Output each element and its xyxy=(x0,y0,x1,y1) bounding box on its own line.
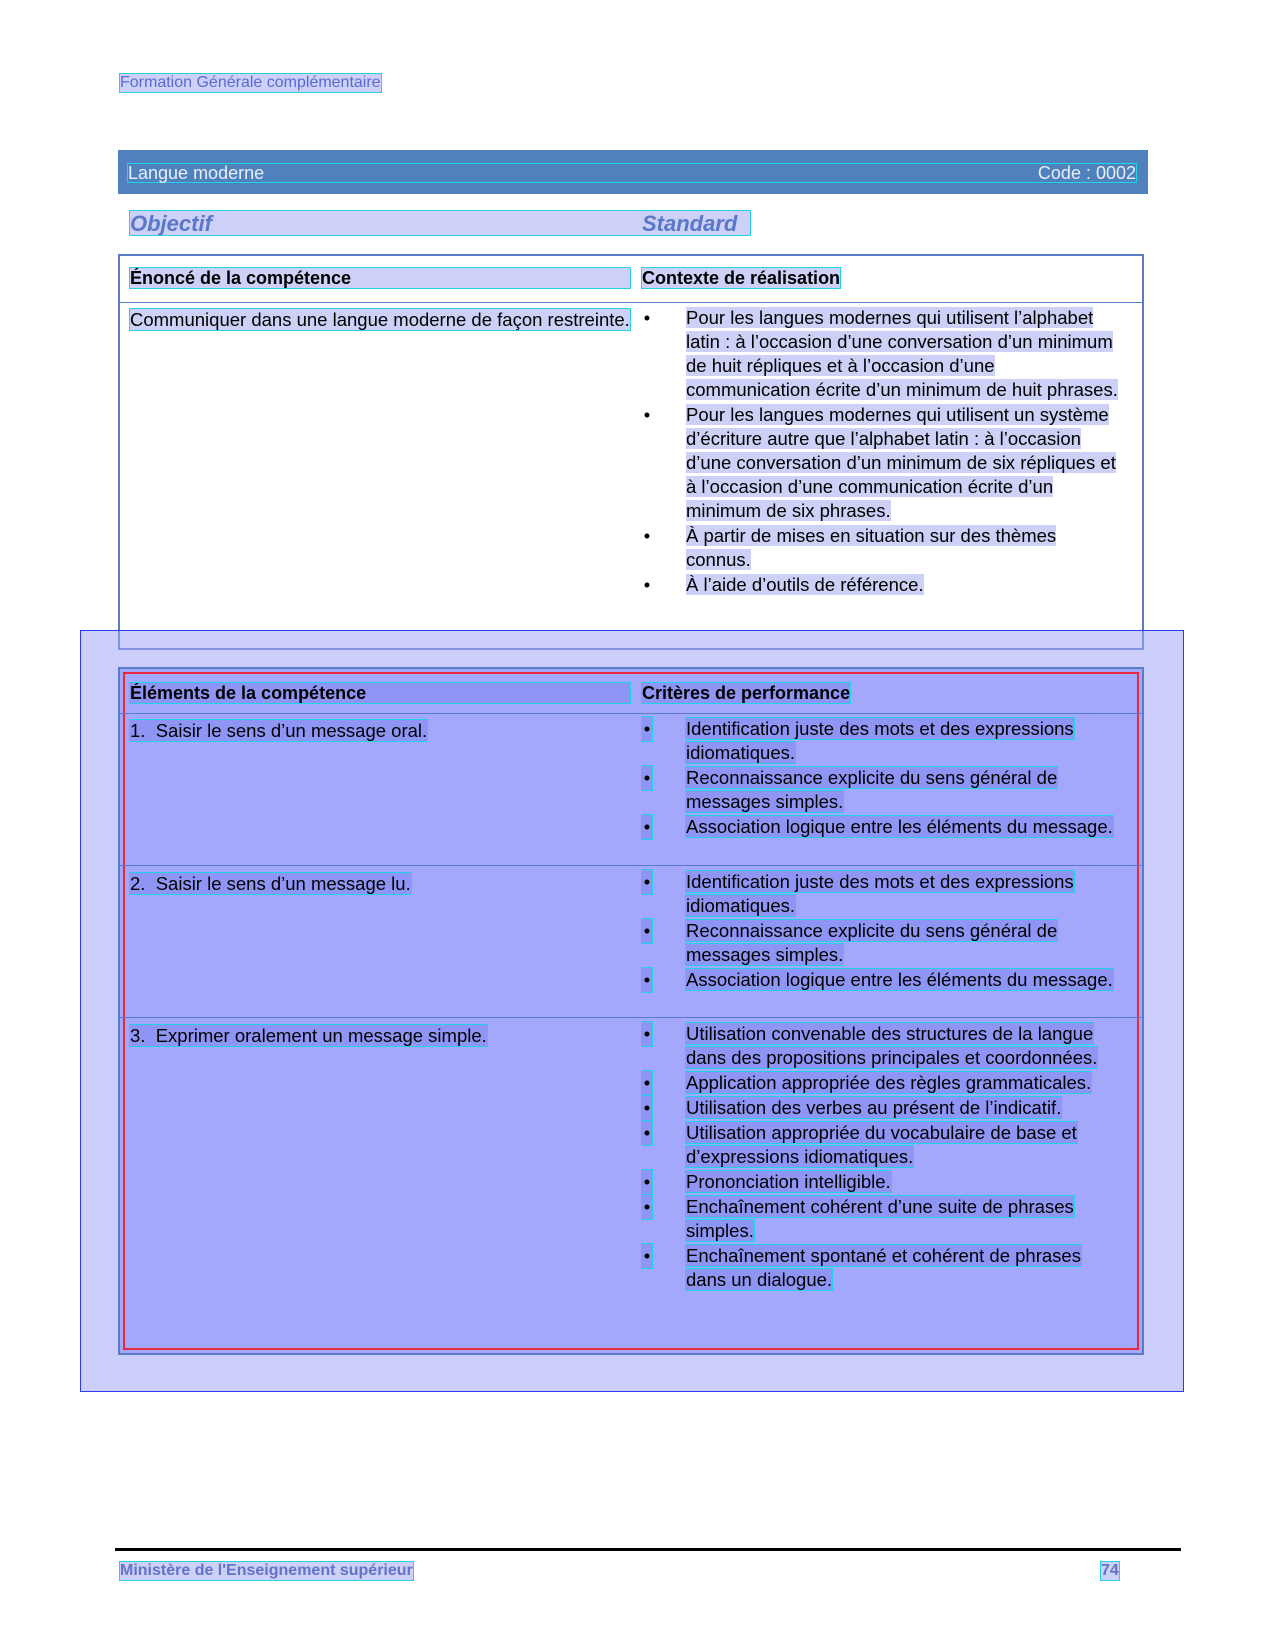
list-item: • Utilisation appropriée du vocabulaire de base et d’expressions idiomatiques. xyxy=(643,1122,1077,1167)
bullet-icon: • xyxy=(643,1196,651,1217)
list-item: • Association logique entre les éléments du message. xyxy=(643,816,1113,837)
competence-statement: Communiquer dans une langue moderne de façon restreinte. xyxy=(130,309,630,330)
bullet-icon: • xyxy=(643,920,651,941)
competence-statement-header: Énoncé de la compétence xyxy=(130,268,630,288)
list-item: • Association logique entre les éléments du message. xyxy=(643,969,1113,990)
list-item: • Application appropriée des règles grammaticales. xyxy=(643,1072,1092,1093)
element-cell: 1. Saisir le sens d’un message oral. xyxy=(130,720,428,741)
competence-table xyxy=(118,254,1144,650)
footer-rule xyxy=(115,1548,1181,1551)
context-header: Contexte de réalisation xyxy=(642,268,841,288)
criteria-list xyxy=(642,1022,1122,1293)
bullet-icon: • xyxy=(643,1023,651,1044)
list-item: • À partir de mises en situation sur des thèmes connus. xyxy=(643,525,1057,570)
bullet-icon: • xyxy=(643,1171,651,1192)
list-item: • À l’aide d’outils de référence. xyxy=(643,574,924,595)
bullet-icon: • xyxy=(643,1122,651,1143)
list-item: • Pour les langues modernes qui utilisent l’alphabet latin : à l’occasion d’une conversation d’un minimum de huit répliques et à l’occasion d’une communication écrite d’un minimum de huit phrases. xyxy=(643,307,1118,400)
title-bar-text xyxy=(128,164,1136,182)
list-item: • Pour les langues modernes qui utilisent un système d’écriture autre que l’alphabet latin : à l’occasion d’une conversation d’un minimum de six répliques et à l’occasion d’une communication écrite d’un minimum de six phrases. xyxy=(643,404,1116,521)
bullet-icon: • xyxy=(643,525,651,546)
bullet-icon: • xyxy=(643,816,651,837)
course-title: Langue moderne xyxy=(128,163,265,183)
objective-standard-row xyxy=(130,211,750,235)
table-divider xyxy=(120,865,1142,866)
table-divider xyxy=(120,1017,1142,1018)
table-divider xyxy=(120,713,1142,714)
bullet-icon: • xyxy=(643,1097,651,1118)
list-item: • Enchaînement spontané et cohérent de phrases dans un dialogue. xyxy=(643,1245,1081,1290)
bullet-icon: • xyxy=(643,574,651,595)
bullet-icon: • xyxy=(643,404,651,425)
objective-label: Objectif xyxy=(130,211,212,236)
list-item: • Prononciation intelligible. xyxy=(643,1171,891,1192)
bullet-icon: • xyxy=(643,1245,651,1266)
course-code: Code : 0002 xyxy=(1037,163,1136,183)
list-item: • Identification juste des mots et des expressions idiomatiques. xyxy=(643,871,1074,916)
elements-header: Éléments de la compétence xyxy=(130,683,630,703)
footer-ministry: Ministère de l'Enseignement supérieur xyxy=(120,1562,413,1579)
bullet-icon: • xyxy=(643,307,651,328)
criteria-list xyxy=(642,870,1122,993)
bullet-icon: • xyxy=(643,1072,651,1093)
bullet-icon: • xyxy=(643,718,651,739)
page-number: 74 xyxy=(1101,1562,1119,1579)
bullet-icon: • xyxy=(643,871,651,892)
running-header: Formation Générale complémentaire xyxy=(120,74,381,91)
table-divider xyxy=(120,302,1142,303)
list-item: • Utilisation convenable des structures de la langue dans des propositions principales et coordonnées. xyxy=(643,1023,1098,1068)
list-item: • Identification juste des mots et des expressions idiomatiques. xyxy=(643,718,1074,763)
elements-table xyxy=(118,667,1144,1355)
standard-label: Standard xyxy=(642,211,738,236)
bullet-icon: • xyxy=(643,969,651,990)
list-item: • Enchaînement cohérent d’une suite de phrases simples. xyxy=(643,1196,1074,1241)
title-bar xyxy=(118,150,1148,194)
list-item: • Reconnaissance explicite du sens général de messages simples. xyxy=(643,767,1058,812)
bullet-icon: • xyxy=(643,767,651,788)
criteria-header: Critères de performance xyxy=(642,683,851,703)
context-list xyxy=(642,306,1122,598)
list-item: • Utilisation des verbes au présent de l’indicatif. xyxy=(643,1097,1062,1118)
element-cell: 3. Exprimer oralement un message simple. xyxy=(130,1025,487,1046)
criteria-list xyxy=(642,717,1122,840)
element-cell: 2. Saisir le sens d’un message lu. xyxy=(130,873,411,894)
list-item: • Reconnaissance explicite du sens général de messages simples. xyxy=(643,920,1058,965)
